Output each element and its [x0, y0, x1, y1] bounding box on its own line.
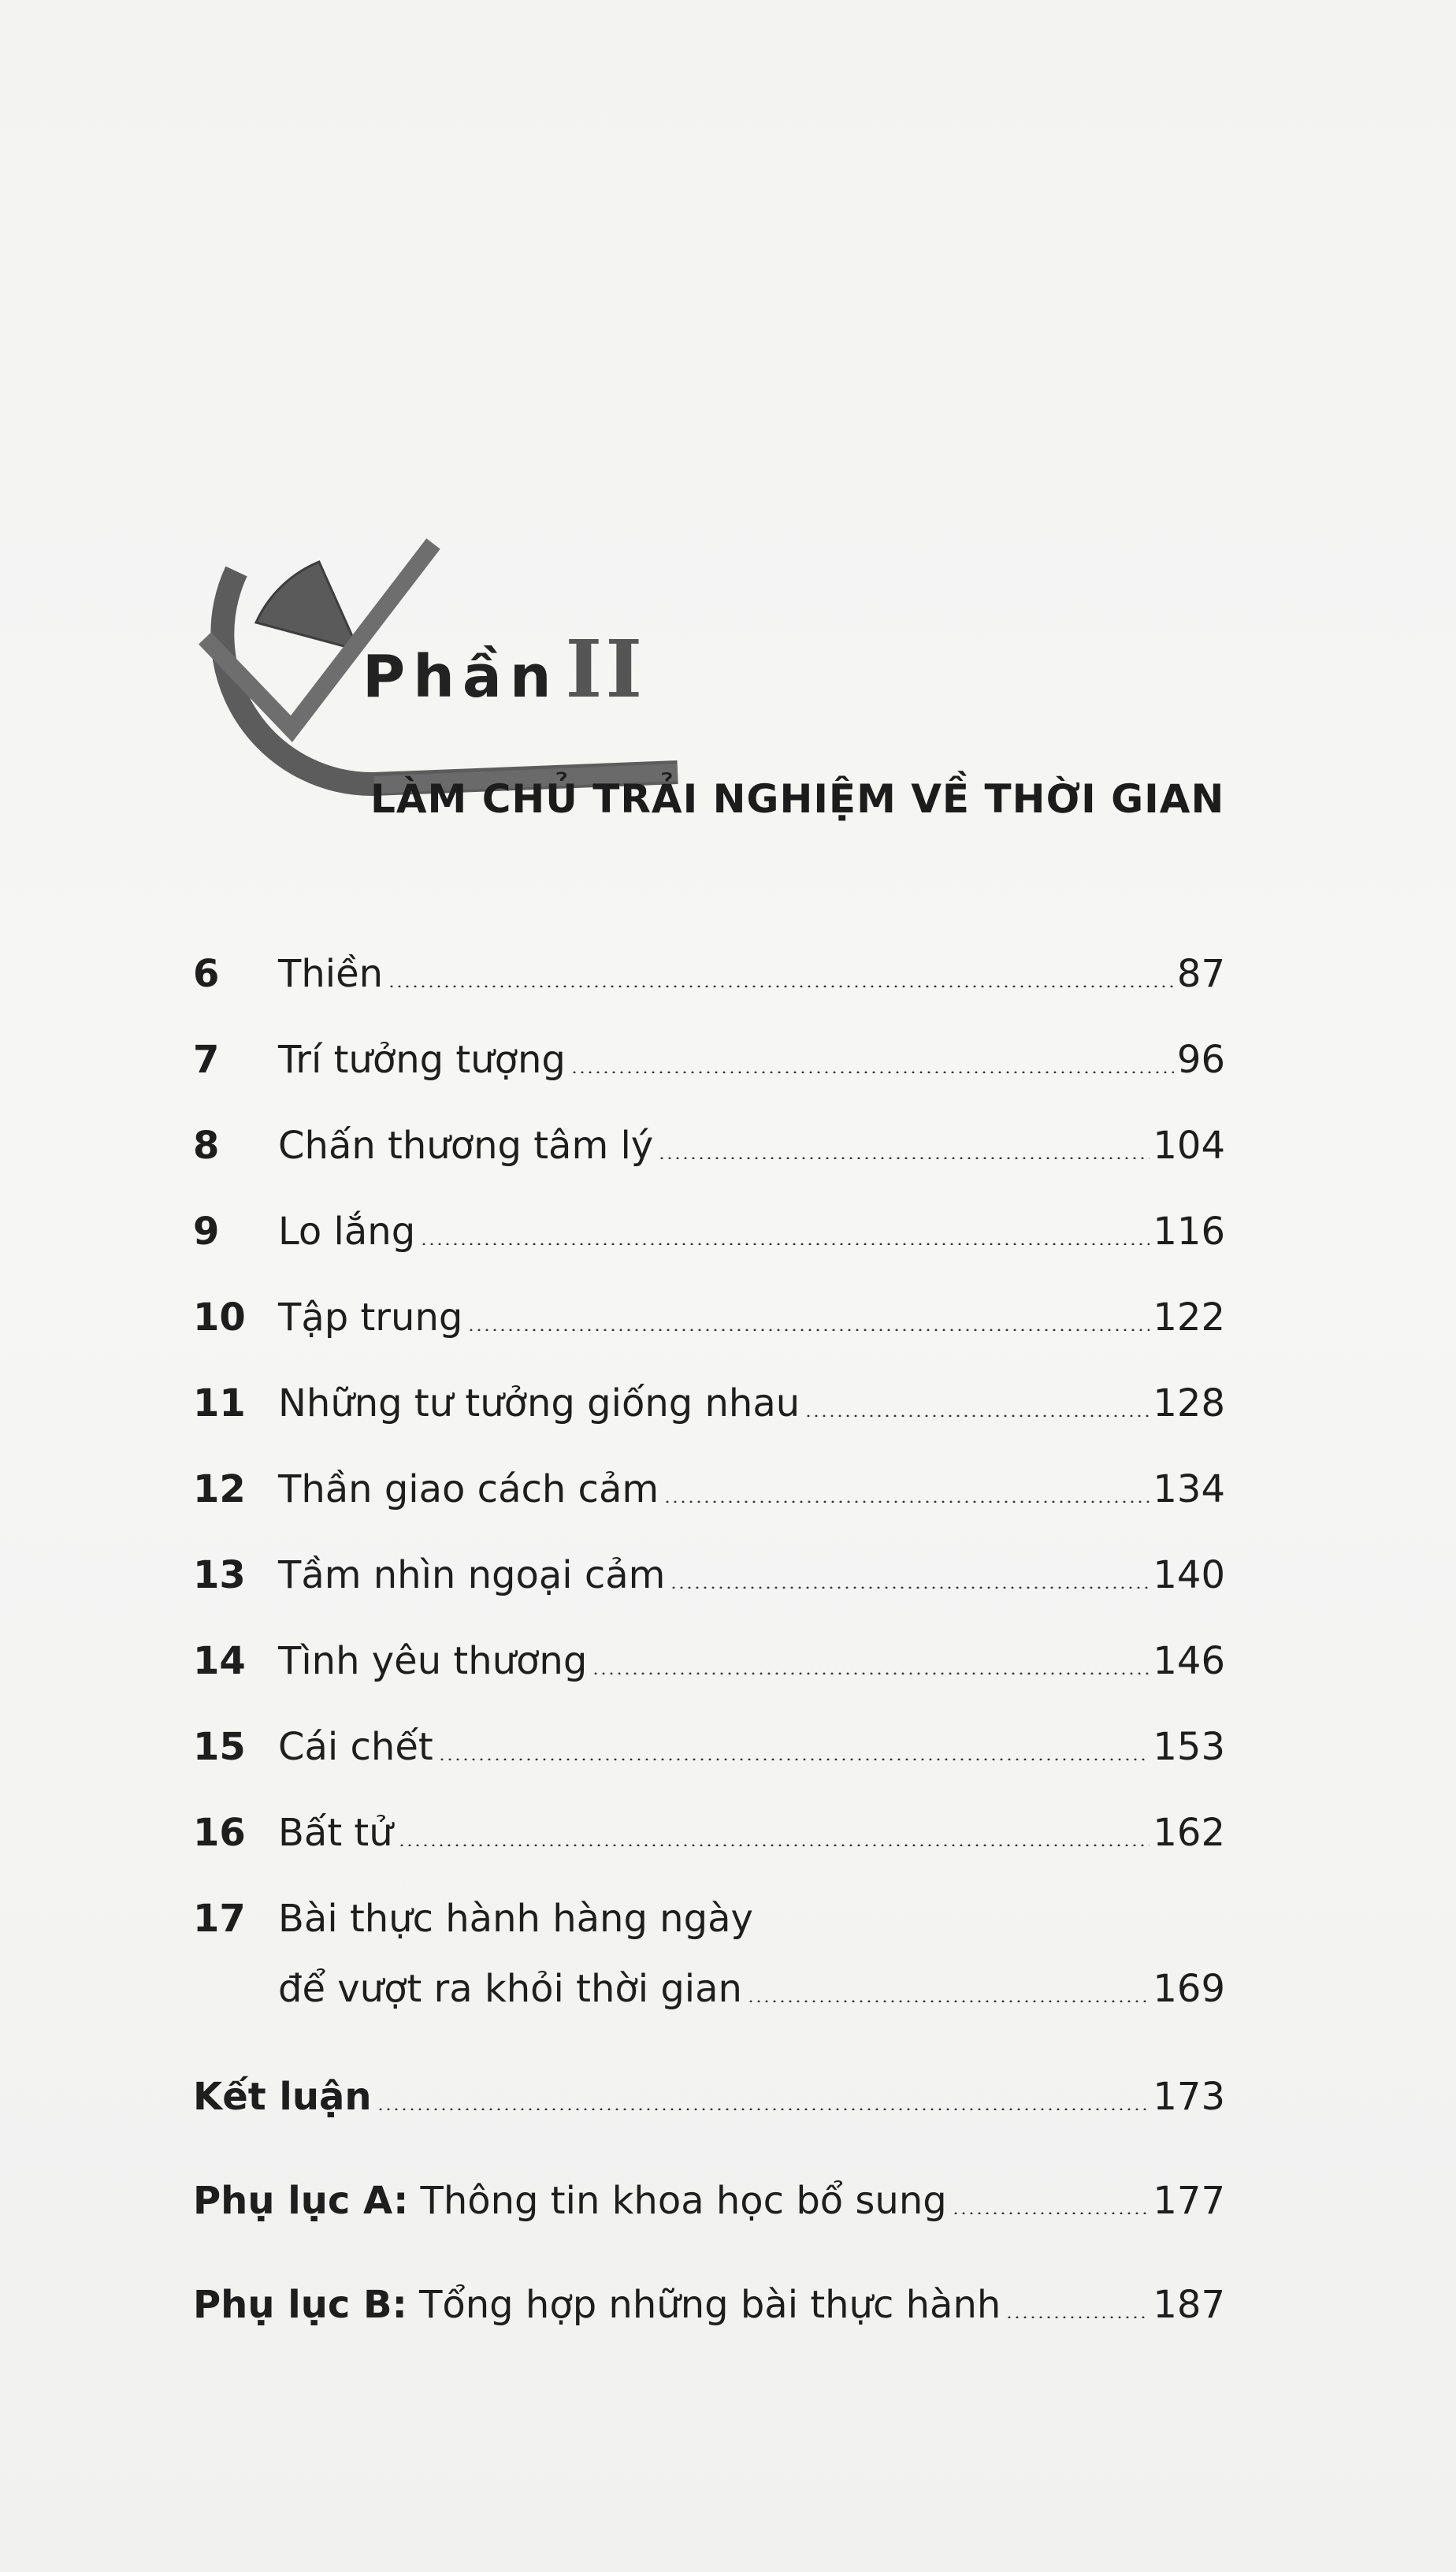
- chapter-title: Tập trung: [278, 1295, 463, 1340]
- dot-leader: [570, 1071, 1174, 1073]
- toc-entry-13[interactable]: [193, 1543, 1225, 1598]
- page-number: 162: [1153, 1811, 1225, 1855]
- dot-leader: [388, 985, 1174, 987]
- dot-leader: [670, 1586, 1150, 1589]
- emblem-wedge: [256, 562, 358, 650]
- toc-entry-12[interactable]: [193, 1457, 1225, 1512]
- page-number: 87: [1176, 952, 1225, 996]
- chapter-title: Tình yêu thương: [278, 1639, 588, 1683]
- page-number: 96: [1176, 1038, 1225, 1082]
- toc-entry-15[interactable]: [193, 1715, 1225, 1770]
- dot-leader: [663, 1500, 1150, 1503]
- page-number: 177: [1153, 2179, 1225, 2223]
- dot-leader: [592, 1672, 1150, 1674]
- dot-leader: [438, 1758, 1150, 1760]
- toc-entry-appendix-a[interactable]: [193, 2169, 1225, 2224]
- dot-leader: [377, 2108, 1150, 2110]
- part-subtitle: LÀM CHỦ TRẢI NGHIỆM VỀ THỜI GIAN: [370, 776, 1225, 822]
- page-number: 153: [1153, 1725, 1225, 1769]
- chapter-number: 6: [193, 952, 220, 996]
- dot-leader: [1005, 2316, 1150, 2318]
- dot-leader: [398, 1844, 1150, 1846]
- chapter-title: Lo lắng: [278, 1210, 416, 1254]
- chapter-number: 8: [193, 1124, 220, 1168]
- appendix-b-title: Tổng hợp những bài thực hành: [407, 2283, 1001, 2327]
- chapter-number: 13: [193, 1553, 246, 1597]
- toc-entry-14[interactable]: [193, 1629, 1225, 1684]
- toc-entry-appendix-b[interactable]: [193, 2273, 1225, 2328]
- chapter-number: 14: [193, 1639, 246, 1683]
- chapter-number: 16: [193, 1811, 246, 1855]
- toc-entry-8[interactable]: [193, 1113, 1225, 1169]
- appendix-a-label: Phụ lục A:: [193, 2179, 409, 2223]
- chapter-title-line1: Bài thực hành hàng ngày: [278, 1897, 753, 1941]
- toc-entry-7[interactable]: [193, 1028, 1225, 1083]
- chapter-number: 7: [193, 1038, 220, 1082]
- chapter-title: Bất tử: [278, 1811, 393, 1855]
- chapter-number: 12: [193, 1467, 246, 1511]
- toc-entry-16[interactable]: [193, 1801, 1225, 1856]
- dot-leader: [804, 1414, 1150, 1417]
- dot-leader: [658, 1157, 1150, 1159]
- appendix-b-label: Phụ lục B:: [193, 2283, 407, 2327]
- toc-entry-17-line1[interactable]: [193, 1886, 1225, 1942]
- dot-leader: [952, 2212, 1150, 2214]
- chapter-title: Trí tưởng tượng: [278, 1038, 566, 1082]
- chapter-title: Thần giao cách cảm: [278, 1467, 659, 1511]
- chapter-number: 9: [193, 1210, 220, 1254]
- page-number: 173: [1153, 2075, 1225, 2119]
- chapter-title: Chấn thương tâm lý: [278, 1124, 654, 1168]
- page-number: 187: [1153, 2283, 1225, 2327]
- chapter-title-line2: để vượt ra khỏi thời gian: [278, 1967, 742, 2011]
- dot-leader: [420, 1243, 1150, 1245]
- toc-entry-conclusion[interactable]: [193, 2065, 1225, 2120]
- part-heading: [362, 623, 646, 715]
- chapter-title: Thiền: [278, 952, 384, 996]
- part-numeral: II: [565, 623, 646, 715]
- chapter-number: 15: [193, 1725, 246, 1769]
- part-word: Phần: [362, 643, 559, 711]
- page-number: 122: [1153, 1295, 1225, 1340]
- dot-leader: [467, 1329, 1150, 1331]
- page-number: 128: [1153, 1381, 1225, 1425]
- page-number: 140: [1153, 1553, 1225, 1597]
- page-number: 169: [1153, 1967, 1225, 2011]
- chapter-number: 10: [193, 1295, 246, 1340]
- chapter-number: 17: [193, 1897, 246, 1941]
- chapter-title: Những tư tưởng giống nhau: [278, 1381, 800, 1425]
- chapter-title: Tầm nhìn ngoại cảm: [278, 1553, 666, 1597]
- conclusion-label: Kết luận: [193, 2075, 372, 2119]
- page-number: 146: [1153, 1639, 1225, 1683]
- toc-entry-9[interactable]: [193, 1199, 1225, 1254]
- toc-entry-11[interactable]: [193, 1371, 1225, 1426]
- appendix-a-title: Thông tin khoa học bổ sung: [408, 2179, 947, 2223]
- page-number: 104: [1153, 1124, 1225, 1168]
- page-number: 116: [1153, 1210, 1225, 1254]
- toc-entry-10[interactable]: [193, 1285, 1225, 1340]
- dot-leader: [747, 2000, 1150, 2002]
- page-number: 134: [1153, 1467, 1225, 1511]
- chapter-title: Cái chết: [278, 1725, 433, 1769]
- toc-entry-17-line2[interactable]: [193, 1957, 1225, 2012]
- chapter-number: 11: [193, 1381, 246, 1425]
- toc-entry-6[interactable]: [193, 942, 1225, 997]
